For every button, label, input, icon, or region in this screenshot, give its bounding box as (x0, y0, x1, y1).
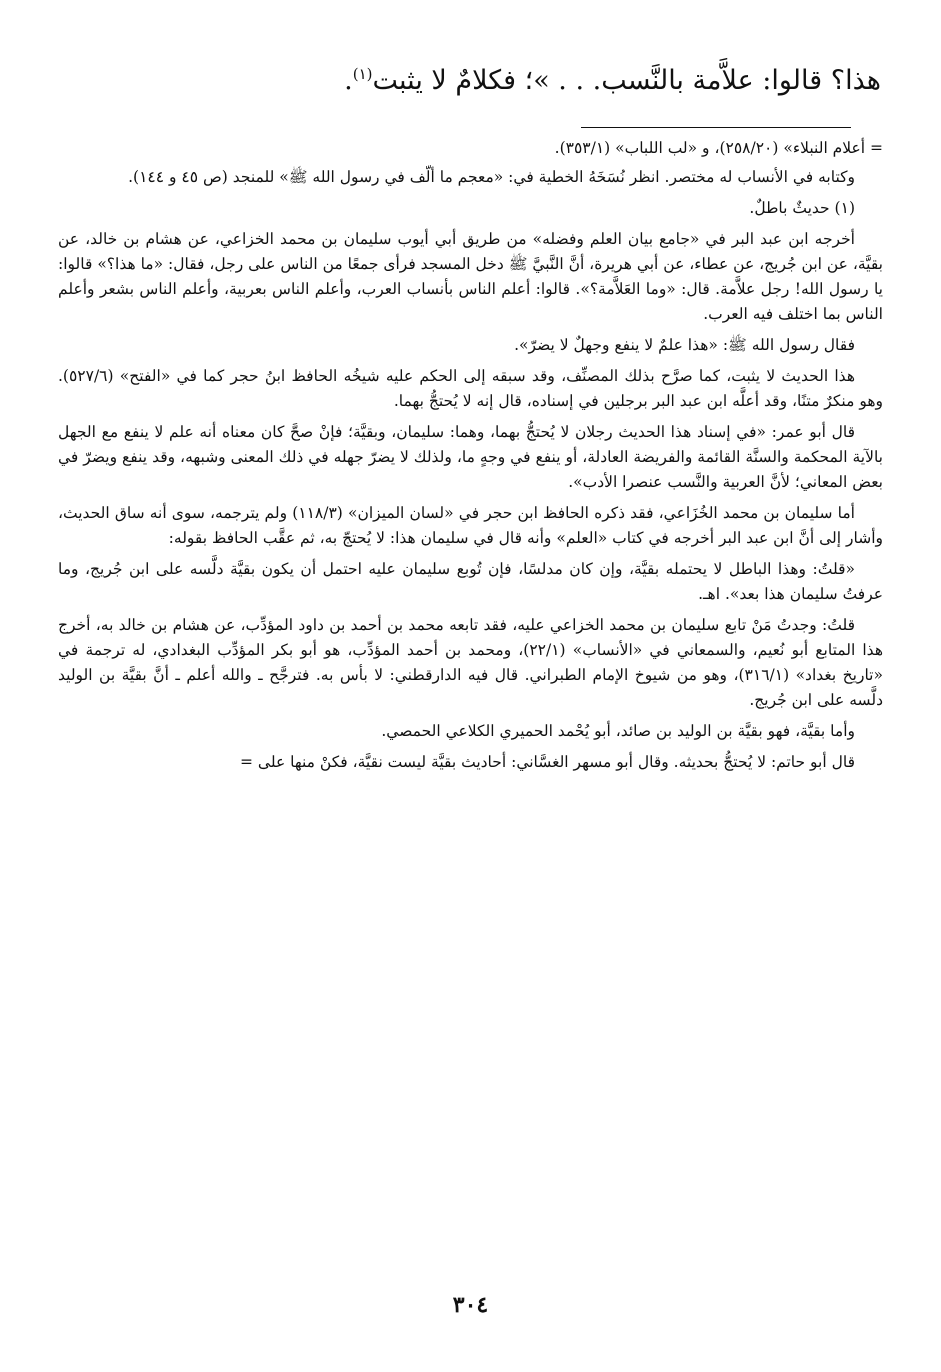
footnote-ref: (١) (352, 65, 373, 83)
footnote-paragraph: وكتابه في الأنساب له مختصر. انظر نُسَخَهُ الخطية في: «معجم ما ألّف في رسول الله ﷺ» للمنجد (ص ٤٥ و ١٤٤). (128, 168, 855, 186)
footnote-continuation: = أعلام النبلاء» (٢٥٨/٢٠)، و «لب اللباب» (٣٥٣/١). (554, 139, 883, 157)
footnotes (58, 136, 883, 781)
footnote-paragraph: قال أبو حاتم: لا يُحتجُّ بحديثه. وقال أبو مسهر الغسَّاني: أحاديث بقيَّة ليست نقيَّة، فكنْ منها على = (240, 753, 855, 771)
footnote-paragraph: أخرجه ابن عبد البر في «جامع بيان العلم وفضله» من طريق أبي أيوب سليمان بن محمد الخزاعي، عن هشام بن خالد، عن بقيَّة، عن ابن جُريج، عن عطاء، عن أبي هريرة، أنَّ النَّبيَّ ﷺ دخل المسجد فرأى جمعًا من الناس على رجل، فقال: «ما هذا؟» قالوا: يا رسول الله! رجل علاَّمة. قال: «وما العَلاَّمة؟». قالوا: أعلم الناس بأنساب العرب، وأعلم الناس بعربية، وأعلم الناس بشعر وأعلم الناس بما اختلف فيه العرب. (58, 230, 883, 323)
footnote-quote: «قلتُ: وهذا الباطل لا يحتمله بقيَّة، وإن كان مدلسًا، فإن تُوبع سليمان عليه احتمل أن يكون بقيَّة دلَّسه على ابن جُريج، وما عرفتُ سليمان هذا بعد». اهـ. (58, 560, 883, 603)
footnote-paragraph: هذا الحديث لا يثبت، كما صرَّح بذلك المصنِّف، وقد سبقه إلى الحكم عليه شيخُه الحافظ ابنُ حجر كما في «الفتح» (٥٢٧/٦). وهو منكرٌ متنًا، وقد أعلَّه ابن عبد البر برجلين في إسناده، قال إنه لا يُحتجُّ بهما. (58, 367, 883, 410)
page-number: ٣٠٤ (452, 1292, 489, 1318)
main-text-line: هذا؟ قالوا: علاَّمة بالنَّسب. . . »؛ فكلامٌ لا يثبت$^{(١)}$. (344, 65, 881, 96)
footnote-paragraph: فقال رسول الله ﷺ: «هذا علمٌ لا ينفع وجهلٌ لا يضرّ». (514, 336, 855, 354)
footnote-heading: (١) حديثٌ باطلٌ. (749, 199, 855, 217)
footnote-separator (581, 127, 851, 128)
footnote-paragraph: أما سليمان بن محمد الخُزَاعي، فقد ذكره الحافظ ابن حجر في «لسان الميزان» (١١٨/٣) ولم يترجمه، سوى أنه ساق الحديث، وأشار إلى أنَّ ابن عبد البر أخرجه في كتاب «العلم» وأنه قال في سليمان هذا: لا يُحتجّ به، ثم عقَّب الحافظ بقوله: (58, 504, 883, 547)
footnote-paragraph: قلتُ: وجدتُ مَنْ تابع سليمان بن محمد الخزاعي عليه، فقد تابعه محمد بن أحمد بن داود المؤدِّب، عن هشام بن خالد به، أخرج هذا المتابع أبو نُعيم، والسمعاني في «الأنساب» (٢٢/١)، ومحمد بن أحمد المؤدِّب، هو أبو بكر المؤدِّب البغدادي، له ترجمة في «تاريخ بغداد» (٣١٦/١)، وهو من شيوخ الإمام الطبراني. قال فيه الدارقطني: لا بأس به. فترجَّح ـ والله أعلم ـ أنَّ بقيَّة بن الوليد دلَّسه على ابن جُريج. (58, 616, 883, 709)
main-text: هذا؟ قالوا: علاَّمة بالنَّسب. . . »؛ فكلامٌ لا يثبت (372, 65, 881, 96)
footnote-paragraph: وأما بقيَّة، فهو بقيَّة بن الوليد بن صائد، أبو يُحْمد الحميري الكلاعي الحمصي. (381, 722, 855, 740)
footnote-paragraph: قال أبو عمر: «في إسناد هذا الحديث رجلان لا يُحتجُّ بهما، وهما: سليمان، وبقيَّة؛ فإنْ صحَّ كان معناه أنه علم لا ينفع مع الجهل بالآية المحكمة والسنَّة القائمة والفريضة العادلة، أو ينفع في وجهٍ ما، ولذلك لا يضرّ جهله في ذلك المعنى وشبهه، وقد ينفع ويضرّ في بعض المعاني؛ لأنَّ العربية والنَّسب عنصرا الأدب». (58, 423, 883, 491)
